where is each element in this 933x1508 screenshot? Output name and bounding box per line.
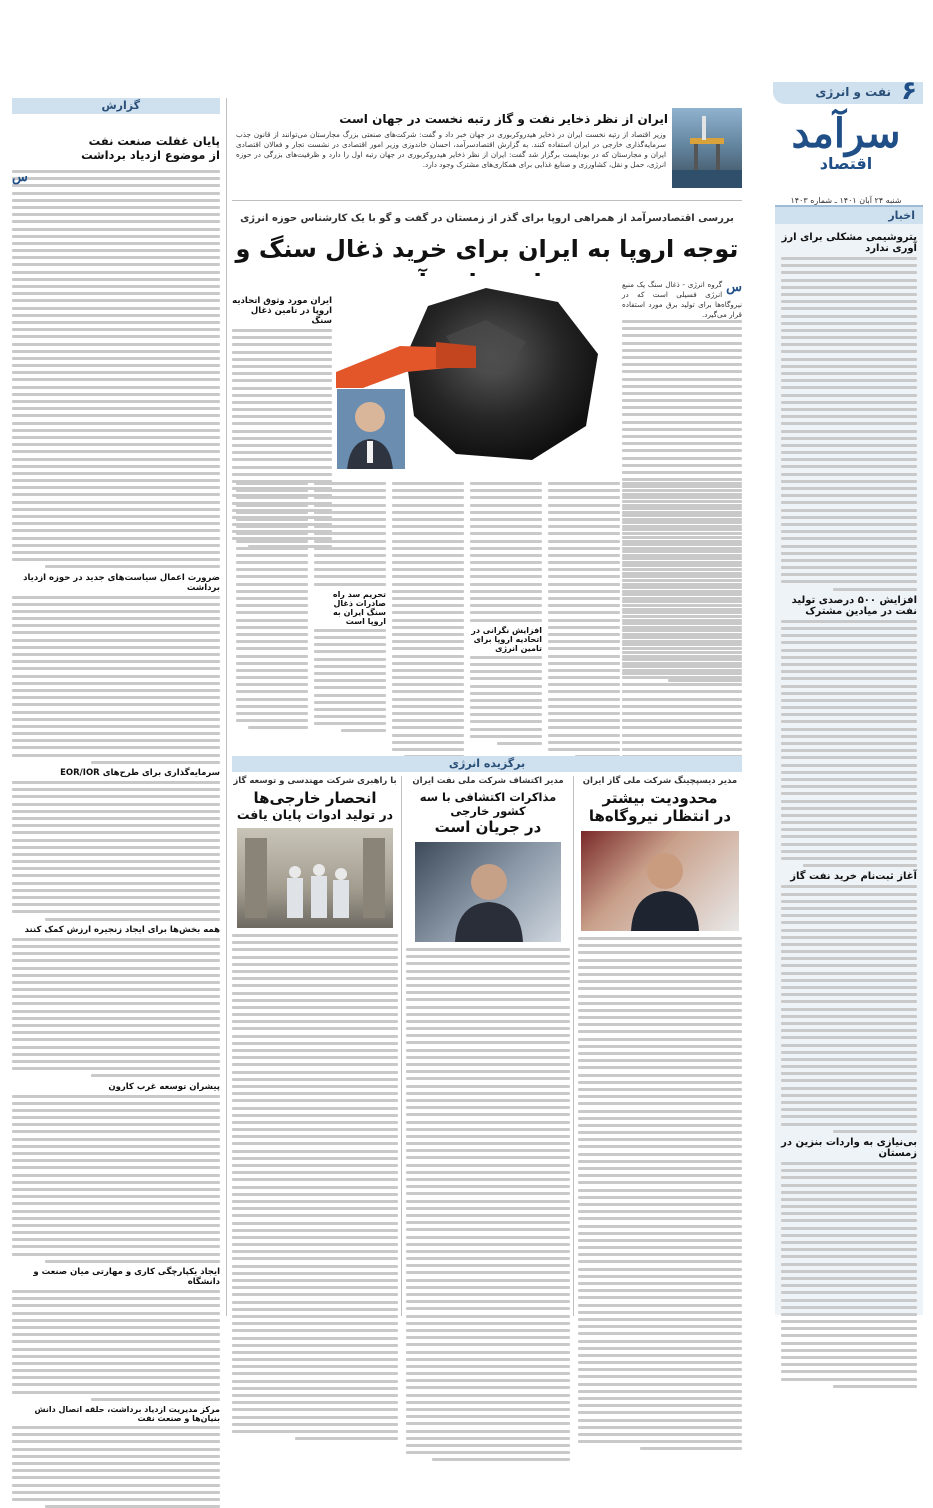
divider [232, 200, 742, 201]
person-icon [415, 842, 561, 942]
spotlight-header-bar [232, 756, 742, 772]
spotlight-title: مذاکرات اکتشافی با سه کشور خارجی [419, 790, 557, 818]
feature-kicker: بررسی اقتصادسرآمد از همراهی اروپا برای گذر از زمستان در گفت و گو با یک کارشناس حوزه انرژی [240, 213, 734, 224]
lead-story-title: ایران از نظر ذخایر نفت و گاز رتبه نخست در جهان است [339, 112, 668, 126]
lead-story [232, 104, 742, 196]
news-item-title: افزایش ۵۰۰ درصدی تولید نفت در میادین مشترک [791, 594, 917, 617]
spotlight-kicker: مدیر دیسپچینگ شرکت ملی گاز ایران [582, 776, 738, 786]
person-icon [581, 831, 739, 931]
spotlight-title: محدودیت بیشتر [602, 789, 718, 807]
spotlight-kicker: با راهبری شرکت مهندسی و توسعه گاز [233, 776, 397, 786]
feature-subhead: ایران مورد وثوق اتحادیه اروپا در تامین ذغال سنگ [232, 296, 332, 326]
logo-primary: سرآمد [791, 110, 901, 157]
divider [401, 776, 402, 1316]
news-item-title: بی‌نیازی به واردات بنزین در زمستان [781, 1136, 917, 1159]
spotlight-title-line2: در جریان است [434, 818, 542, 836]
feature-lead: گروه انرژی - ذغال سنگ یک منبع انرژی فسیلی است که در نیروگاه‌ها برای تولید برق مورد استفاده قرار می‌گیرد. [622, 280, 742, 319]
spotlight-title-line2: در تولید ادوات پایان یافت [236, 807, 394, 822]
report-subhead: مرکز مدیریت ازدیاد برداشت، حلقه اتصال دانش بنیان‌ها و صنعت نفت [34, 1405, 220, 1423]
spotlight-article [232, 776, 398, 1316]
spotlight-photo [237, 828, 393, 928]
section-label: نفت و انرژی [815, 85, 891, 99]
report-headline: پایان غفلت صنعت نفت [88, 134, 220, 148]
report-header-bar [12, 98, 220, 114]
news-column [775, 205, 923, 1315]
report-sidebar [12, 98, 220, 1423]
spotlight-kicker: مدیر اکتشاف شرکت ملی نفت ایران [412, 776, 564, 786]
report-headline-line2: از موضوع ازدیاد برداشت [81, 148, 220, 162]
feature-subhead: افزایش نگرانی در اتحادیه اروپا برای تامین انرژی [471, 625, 542, 653]
byline-logo: س [12, 170, 28, 185]
feature-right-lower [622, 482, 742, 770]
report-header: گزارش [101, 99, 140, 112]
feature-headline: توجه اروپا به ایران برای خرید ذغال سنگ و [235, 235, 739, 263]
spotlight-article [406, 776, 570, 1316]
spotlight-title: انحصار خارجی‌ها [253, 789, 377, 807]
report-subhead: سرمایه‌گذاری برای طرح‌های EOR/IOR [60, 768, 220, 778]
news-header: اخبار [775, 207, 923, 224]
spotlight-article [578, 776, 742, 1316]
oil-rig-icon [672, 108, 742, 188]
workers-image [237, 828, 393, 928]
report-subhead: ایجاد یکپارچگی کاری و مهارتی میان صنعت و دانشگاه [33, 1267, 220, 1287]
divider [573, 776, 574, 1316]
page-number: ۶ [901, 76, 917, 106]
byline-logo: س [726, 280, 742, 295]
section-tab [773, 76, 923, 106]
divider [226, 98, 227, 1316]
spotlight-photo [415, 842, 561, 942]
person-icon [336, 389, 405, 470]
news-item-title: آغاز ثبت‌نام خرید نفت گاز [790, 871, 917, 883]
report-subhead: همه بخش‌ها برای ایجاد زنجیره ارزش کمک کنند [24, 924, 220, 935]
spotlight-title-line2: در انتظار نیروگاه‌ها [588, 807, 732, 825]
issue-line: شنبه ۲۴ آبان ۱۴۰۱ ـ شماره ۱۴۰۳ [790, 196, 902, 205]
lead-story-body: وزیر اقتصاد از رتبه نخست ایران در ذخایر هیدروکربوری در جهان خبر داد و گفت: شرکت‌های صنعتی بزرگ مجارستان می‌توانند از قانون جذب سرمایه‌گذاری خارجی در ایران استفاده کنند. به گزارش اقتصادسرآمد، احسان خاندوزی وزیر امور اقتصادی در نشست تجار و فعالان اقتصادی ایران و مجارستان که در بوداپست برگزار شد گفت: ایران از نظر ذخایر هیدروکربوری در جهان رتبه اول را دارد و ظرفیت‌های بزرگی در حوزه انرژی، حمل و نقل، کشاورزی و صنایع غذایی برای همکاری‌های مشترک وجود دارد. [236, 130, 666, 169]
report-subhead: ضرورت اعمال سیاست‌های جدید در حوزه ازدیاد برداشت [23, 572, 220, 593]
spotlight-photo [581, 831, 739, 931]
spotlight-header: برگزیده انرژی [448, 757, 526, 770]
report-subhead: پیشران توسعه غرب کارون [108, 1081, 220, 1092]
lead-story-photo [672, 108, 742, 188]
masthead-logo [771, 108, 921, 196]
feature-subhead: تحریم سد راه صادرات ذغال سنگ ایران به اروپا است [332, 589, 386, 626]
news-item-title: پتروشیمی مشکلی برای ارز آوری ندارد [781, 232, 917, 254]
expert-portrait [336, 388, 406, 470]
logo-secondary: اقتصاد [819, 154, 873, 173]
feature-lower-columns [232, 482, 620, 750]
